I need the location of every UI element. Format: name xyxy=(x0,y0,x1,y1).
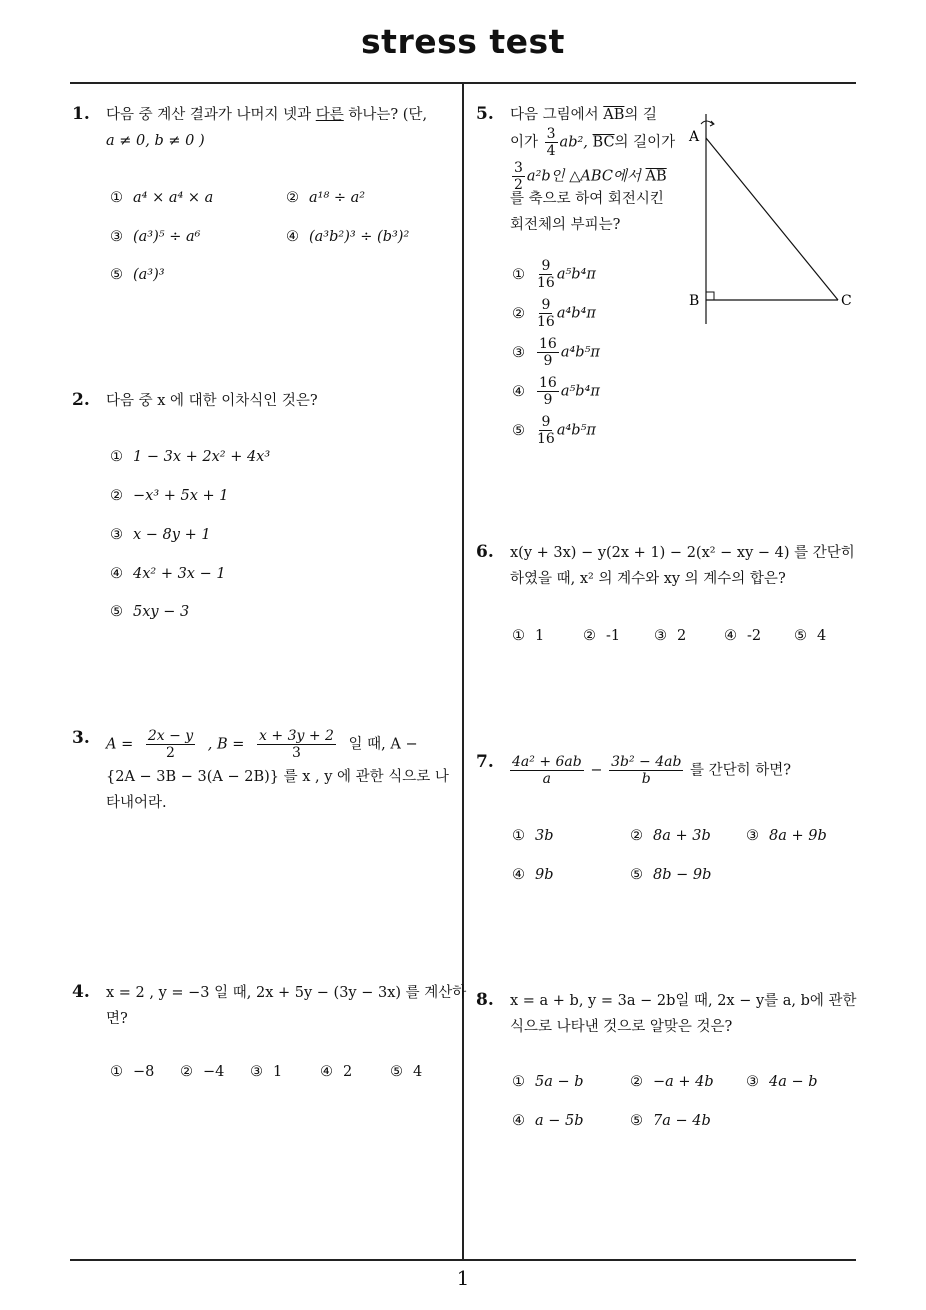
option-3[interactable]: ③ 1 xyxy=(250,1064,283,1080)
label-a: A xyxy=(689,129,700,145)
question-text: 다음 중 계산 결과가 나머지 넷과 다른 하나는? (단, a ≠ 0, b ≠ 0 ) xyxy=(106,107,428,149)
option-1[interactable]: ① $\frac{9}{16}$ a⁵b⁴π xyxy=(512,258,596,291)
option-3[interactable]: ③ 2 xyxy=(654,628,687,644)
option-5[interactable]: ⑤ $\frac{9}{16}$ a⁴b⁵π xyxy=(512,414,596,447)
option-4[interactable]: ④ (a³b²)³ ÷ (b³)² xyxy=(286,229,410,245)
option-2[interactable]: ② −x³ + 5x + 1 xyxy=(110,488,229,504)
option-5[interactable]: ⑤ 5xy − 3 xyxy=(110,604,190,620)
option-4[interactable]: ④ a − 5b xyxy=(512,1113,584,1129)
question-text-line5: 회전체의 부피는? xyxy=(510,217,621,233)
hypotenuse-ac xyxy=(706,138,838,300)
option-5[interactable]: ⑤ (a³)³ xyxy=(110,267,165,283)
right-angle-mark xyxy=(706,292,714,300)
label-b: B xyxy=(689,293,700,309)
column-divider xyxy=(462,84,464,1260)
bottom-divider xyxy=(70,1259,856,1261)
page-number: 1 xyxy=(456,1266,470,1290)
question-number: 8. xyxy=(476,990,494,1010)
question-text: A = $\frac{2x - y}{2}$ , B = $\frac{x + 3y + 2}{3}$ 일 때, A − xyxy=(106,728,418,761)
question-number: 3. xyxy=(72,728,90,748)
option-1[interactable]: ① 5a − b xyxy=(512,1074,584,1090)
question-text-line3: 타내어라. xyxy=(106,795,167,811)
option-5[interactable]: ⑤ 7a − 4b xyxy=(630,1113,711,1129)
option-1[interactable]: ① 3b xyxy=(512,828,554,844)
question-text-line2: 면? xyxy=(106,1011,128,1027)
option-4[interactable]: ④ -2 xyxy=(724,628,762,644)
option-2[interactable]: ② $\frac{9}{16}$ a⁴b⁴π xyxy=(512,297,596,330)
option-2[interactable]: ② −4 xyxy=(180,1064,225,1080)
question-text-line3: $\frac{3}{2}$ a²b인 △ABC에서 $\overline{AB}$ xyxy=(514,160,667,193)
option-3[interactable]: ③ 4a − b xyxy=(746,1074,818,1090)
option-1[interactable]: ① 1 − 3x + 2x² + 4x³ xyxy=(110,449,271,465)
question-number: 7. xyxy=(476,752,494,772)
question-text: $\frac{\text{4a² + 6ab}}{a}$ − $\frac{\text{3b² − 4ab}}{b}$ 를 간단히 하면? xyxy=(512,754,792,787)
question-text: x = 2 , y = −3 일 때, 2x + 5y − (3y − 3x) 를 계산하 xyxy=(106,985,467,1001)
option-5[interactable]: ⑤ 8b − 9b xyxy=(630,867,712,883)
option-1[interactable]: ① −8 xyxy=(110,1064,155,1080)
option-1[interactable]: ① 1 xyxy=(512,628,545,644)
option-2[interactable]: ② -1 xyxy=(583,628,621,644)
page-title: stress test xyxy=(361,22,565,61)
question-text: x = a + b, y = 3a − 2b일 때, 2x − y를 a, b에 관한 xyxy=(510,993,857,1009)
option-5[interactable]: ⑤ 4 xyxy=(390,1064,423,1080)
option-4[interactable]: ④ 9b xyxy=(512,867,554,883)
question-number: 6. xyxy=(476,542,494,562)
option-3[interactable]: ③ 8a + 9b xyxy=(746,828,827,844)
question-text-line2: {2A − 3B − 3(A − 2B)} 를 x , y 에 관한 식으로 나 xyxy=(106,769,449,785)
question-number: 2. xyxy=(72,390,90,410)
question-text: x(y + 3x) − y(2x + 1) − 2(x² − xy − 4) 를 간단히 xyxy=(510,545,855,561)
option-1[interactable]: ① a⁴ × a⁴ × a xyxy=(110,190,214,206)
option-2[interactable]: ② 8a + 3b xyxy=(630,828,711,844)
triangle-figure xyxy=(680,110,860,330)
option-4[interactable]: ④ $\frac{16}{9}$ a⁵b⁴π xyxy=(512,375,600,408)
question-text-line2: 식으로 나타낸 것으로 알맞은 것은? xyxy=(510,1019,733,1035)
question-number: 4. xyxy=(72,982,90,1002)
option-2[interactable]: ② a¹⁸ ÷ a² xyxy=(286,190,366,206)
question-number: 5. xyxy=(476,104,494,124)
question-text: 다음 그림에서 $\overline{AB}$의 길 xyxy=(510,107,658,123)
option-4[interactable]: ④ 4x² + 3x − 1 xyxy=(110,566,226,582)
option-3[interactable]: ③ $\frac{16}{9}$ a⁴b⁵π xyxy=(512,336,600,369)
option-4[interactable]: ④ 2 xyxy=(320,1064,353,1080)
question-text-line4: 를 축으로 하여 회전시킨 xyxy=(510,191,664,207)
question-text-line2: 하였을 때, x² 의 계수와 xy 의 계수의 합은? xyxy=(510,571,786,587)
label-c: C xyxy=(841,293,852,309)
option-5[interactable]: ⑤ 4 xyxy=(794,628,827,644)
option-3[interactable]: ③ x − 8y + 1 xyxy=(110,527,211,543)
option-3[interactable]: ③ (a³)⁵ ÷ a⁶ xyxy=(110,229,201,245)
question-text-line2: 이가 $\frac{3}{4}$ ab², $\overline{BC}$의 길이가 xyxy=(510,126,676,159)
question-number: 1. xyxy=(72,104,90,124)
question-text: 다음 중 x 에 대한 이차식인 것은? xyxy=(106,393,318,409)
option-2[interactable]: ② −a + 4b xyxy=(630,1074,714,1090)
